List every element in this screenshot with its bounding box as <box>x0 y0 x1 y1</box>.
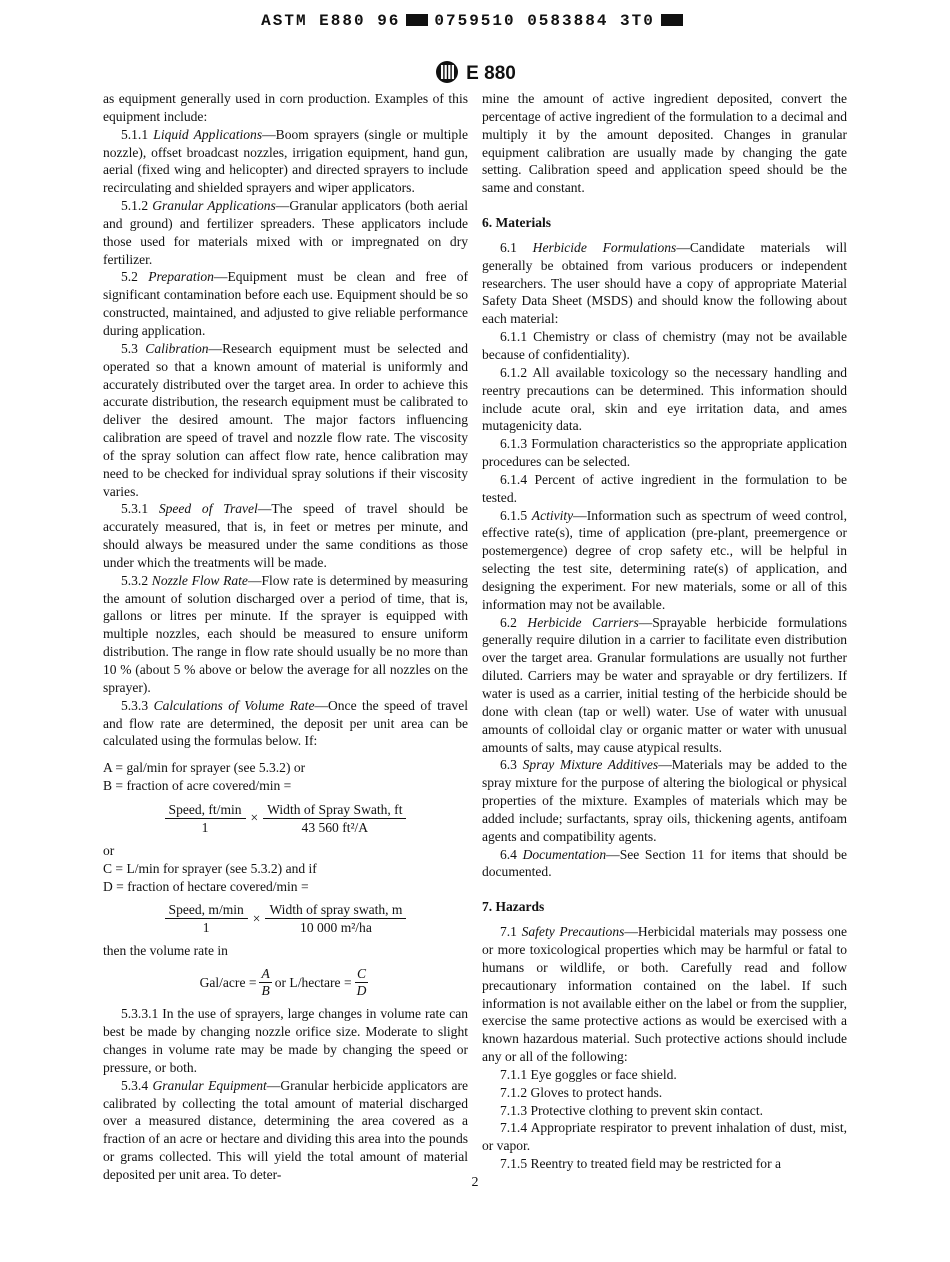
formula-definitions <box>103 759 468 999</box>
paragraph-7-1-3: 7.1.3 Protective clothing to prevent skin contact. <box>500 1102 763 1118</box>
paragraph-5-3-1: 5.3.1 Speed of Travel—The speed of travel should be accurately measured, that is, in feet or metres per minute, and should always be measured under the same conditions as those under which the treatments will be made. <box>103 501 469 570</box>
definition-b: B = fraction of acre covered/min = <box>103 778 292 794</box>
standard-code: ASTM E880 96 <box>261 12 401 30</box>
paragraph-6-1-3: 6.1.3 Formulation characteristics so the appropriate application procedures can be selected. <box>482 436 847 470</box>
formula-acre: $\frac{\text{Speed, ft/min}}{1}$ × $\frac{\text{Width of Spray Swath, ft}}{\text{43 560 ft²/A}}$ <box>103 801 468 836</box>
right-column <box>482 90 847 1173</box>
formula-hectare: $\frac{\text{Speed, m/min}}{1}$ × $\frac{\text{Width of spray swath, m}}{\text{10 000 m²/ha}}$ <box>103 901 468 936</box>
paragraph-7-1-5: 7.1.5 Reentry to treated field may be restricted for a <box>500 1156 781 1172</box>
paragraph-7-1-1: 7.1.1 Eye goggles or face shield. <box>500 1066 677 1082</box>
paragraph-6-1: 6.1 Herbicide Formulations—Candidate materials will generally be obtained from various producers or independent researchers. The user should have a copy of appropriate Material Safety Data Sheet (MSDS) and should know the following about each material: <box>482 239 847 327</box>
paragraph-5-2: 5.2 Preparation—Equipment must be clean and free of significant contamination before each use. Equipment should be so constructed, maintained, and adjusted to give reliable performance during application. <box>103 269 468 338</box>
paragraph-7-1: 7.1 Safety Precautions—Herbicidal materials may possess one or more toxicological properties which may be harmful or fatal to humans or wildlife, or both. Carefully read and follow precautionary information contained on the label. If such information is not available either on the label or from the supplier, exercise the same protective actions as would be exercised with a known hazardous material. Such protective actions should include any or all of the following: <box>482 924 847 1065</box>
left-column <box>103 90 468 1184</box>
paragraph-6-3: 6.3 Spray Mixture Additives—Materials may be added to the spray mixture for the purpose of altering the biological or physical properties of the mixture. Examples of materials which may be added include; surfactants, spray oils, thickening agents, antifoam agents and compatibility agents. <box>482 757 847 844</box>
paragraph-5-3-2: 5.3.2 Nozzle Flow Rate—Flow rate is determined by measuring the amount of solution discharged over a period of time, that is, gallons or litres per minute. If the sprayer is equipped with multiple nozzles, each should be measured to ensure uniform distribution. The range in flow rate should usually be no more than 10 % (about 5 % above or below the average for all nozzles on the sprayer). <box>103 572 469 695</box>
paragraph-5-3-4: 5.3.4 Granular Equipment—Granular herbicide applicators are calibrated by collecting the total amount of material discharged over a measured distance, determining the area covered as a fraction of an acre or hectare and dividing this area into the pounds or grams collected. This will yield the total amount of material deposited per unit area. To deter- <box>103 1077 469 1182</box>
paragraph-6-4: 6.4 Documentation—See Section 11 for items that should be documented. <box>482 846 847 880</box>
definition-a: A = gal/min for sprayer (see 5.3.2) or <box>103 760 306 776</box>
paragraph-6-1-1: 6.1.1 Chemistry or class of chemistry (may not be available because of confidentiality). <box>482 329 847 362</box>
page-number: 2 <box>471 1175 479 1190</box>
standard-number: E 880 <box>466 63 516 84</box>
paragraph-5-1-1: 5.1.1 Liquid Applications—Boom sprayers (single or multiple nozzle), offset broadcast nozzles, irrigation equipment, hand gun, aerial (fixed wing and helicopter) and directed sprayers to include recirculating and shielded sprayers and wiper applicators. <box>103 126 468 196</box>
paragraph-6-1-2: 6.1.2 All available toxicology so the necessary handling and reentry precautions can be determined. This information should include acute oral, skin and eye irritation data, and ames mutagenicity data. <box>482 364 847 434</box>
then-text: then the volume rate in <box>103 943 228 959</box>
paragraph-5-3-3-1: 5.3.3.1 In the use of sprayers, large changes in volume rate can best be made by changing nozzle orifice size. Moderate to slight changes in volume rate may be made by changing the speed or pressure, or both. <box>103 1006 468 1075</box>
formula-volume-rate: Gal/acre = $\frac{A}{B}$ or L/hectare = $\frac{C}{D}$ <box>199 966 367 999</box>
barcode-block <box>406 14 428 26</box>
paragraph-6-1-4: 6.1.4 Percent of active ingredient in the formulation to be tested. <box>482 471 847 505</box>
or-text: or <box>103 842 115 858</box>
document-header-code <box>0 12 950 30</box>
paragraph-6-2: 6.2 Herbicide Carriers—Sprayable herbicide formulations generally require dilution in a carrier to facilitate even distribution over the target area. Granular formulations are usually not further diluted. Carriers may be water and sprayable or dry fertilizers. If water is used as a carrier, initial testing of the herbicide should be done with clean (tap or well) water. Use of water with unusual amounts of colloidal clay or organic matter or water with unusual amounts of salts, may cause atypical results. <box>482 614 847 755</box>
astm-logo-icon <box>434 60 460 84</box>
paragraph-6-1-5: 6.1.5 Activity—Information such as spectrum of weed control, effective rate(s), time of application (pre-plant, preemergence or postemergence) degree of crop safety etc., will be helpful in selecting the test site, determining rate(s) of application, and designing the experiment. For new materials, some or all of this information may not be available. <box>482 507 847 612</box>
paragraph-7-1-4: 7.1.4 Appropriate respirator to prevent inhalation of dust, mist, or vapor. <box>482 1120 847 1154</box>
section-heading-materials: 6. Materials <box>482 215 551 231</box>
document-id: 0759510 0583884 3T0 <box>434 12 655 30</box>
paragraph-5-3: 5.3 Calibration—Research equipment must be selected and operated so that a known amount of material is uniformly and accurately distributed over the target area. In order to achieve this accurate distribution, the research equipment must be calibrated to deliver the desired amount. The major factors influencing calibration are speed of travel and nozzle flow rate. The viscosity of the spray solution can affect flow rate, hence calibration may need to be checked for individual spray solutions if their viscosity varies. <box>103 340 468 499</box>
paragraph-5-3-3: 5.3.3 Calculations of Volume Rate—Once the speed of travel and flow rate are determined, the deposit per unit area can be calculated using the formulas below. If: <box>103 697 468 749</box>
paragraph: as equipment generally used in corn production. Examples of this equipment include: <box>103 91 468 124</box>
paragraph-5-1-2: 5.1.2 Granular Applications—Granular applicators (both aerial and ground) and fertilizer spreaders. These applicators include those used for materials mixed with or impregnated on dry fertilizer. <box>103 198 468 267</box>
paragraph: mine the amount of active ingredient deposited, convert the percentage of active ingredient of the formulation to a decimal and multiply it by the amount deposited. Changes in granular equipment calibration are usually made by changing the gate setting. Calibration speed and application speed should be the same and constant. <box>482 91 847 196</box>
definition-d: D = fraction of hectare covered/min = <box>103 878 309 894</box>
astm-logo-header <box>0 60 950 85</box>
barcode-block-end <box>661 14 683 26</box>
paragraph-7-1-2: 7.1.2 Gloves to protect hands. <box>500 1084 663 1100</box>
definition-c: C = L/min for sprayer (see 5.3.2) and if <box>103 860 317 876</box>
section-heading-hazards: 7. Hazards <box>482 899 545 915</box>
